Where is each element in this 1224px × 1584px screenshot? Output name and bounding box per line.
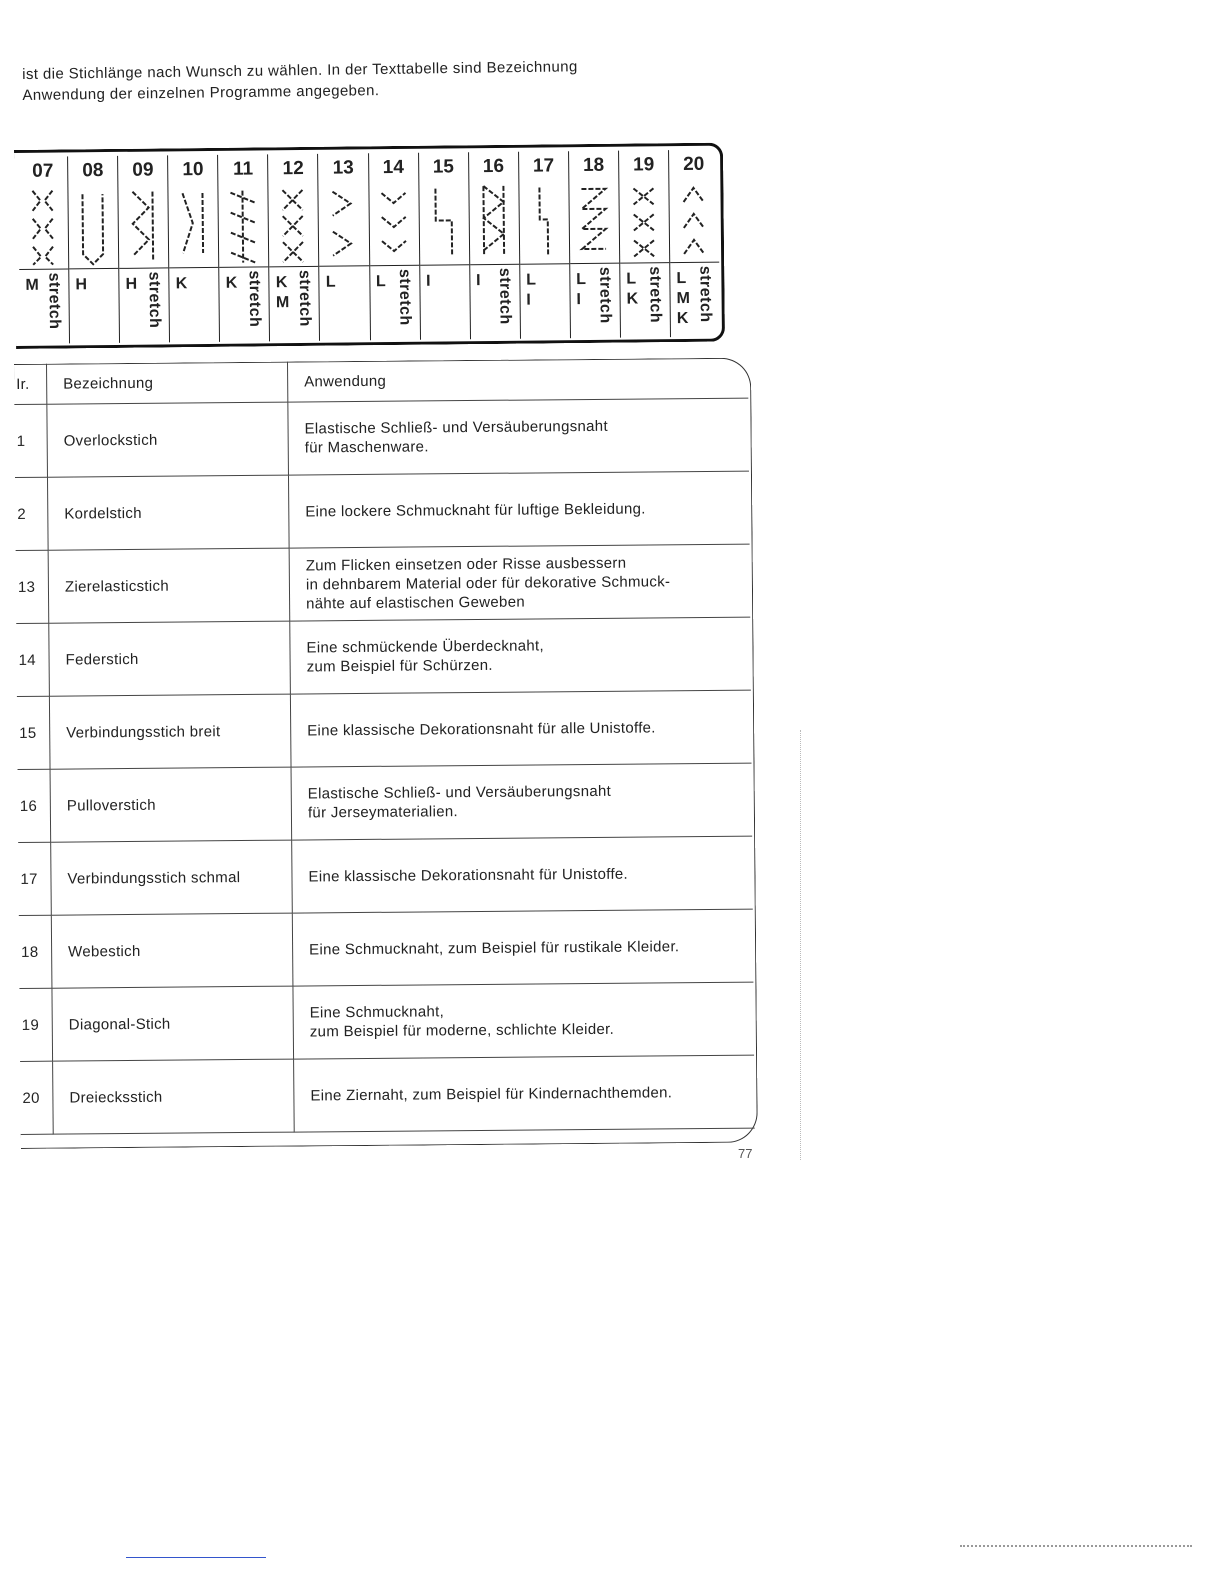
stitch-column-18 [569,151,621,339]
setting-letter: K [275,274,288,292]
stitch-usage: Elastische Schließ- und Versäuberungsnaht für Maschenware. [288,398,749,475]
stretch-label: stretch [696,265,714,323]
stretch-label: stretch [145,271,164,329]
stitch-usage: Eine schmückende Überdecknaht, zum Beispiel für Schürzen. [290,617,751,694]
stitch-usage: Eine Schmucknaht, zum Beispiel für rustikale Kleider. [292,909,753,986]
row-number: 19 [19,988,52,1061]
table-row [19,982,754,1061]
table-row [14,398,749,477]
column-divider [570,263,619,265]
diagonal-pattern-icon [627,178,660,260]
cross-pattern-icon [277,182,310,264]
header-bezeichnung: Bezeichnung [46,362,287,405]
page-number: 77 [738,1146,753,1161]
stitch-name: Overlockstich [47,402,289,477]
table-row [20,1055,755,1134]
intro-line-1: ist die Stichlänge nach Wunsch zu wählen. In der Texttabelle sind Bezeichnung [22,58,578,83]
setting-letters [526,271,536,311]
table-row [18,836,753,915]
column-divider [270,266,319,268]
stitch-column-16 [469,152,521,340]
setting-letter: I [476,272,481,290]
row-number: 2 [15,477,48,550]
column-divider [169,267,218,269]
bottom-rule-left [126,1557,266,1558]
stitch-usage: Eine Ziernaht, zum Beispiel für Kindernachthemden. [294,1055,755,1132]
setting-letters [326,273,336,293]
stitch-name: Kordelstich [47,475,289,550]
column-divider [520,263,569,265]
header-anwendung: Anwendung [287,358,748,403]
setting-letter: K [676,309,689,328]
setting-letters [276,273,290,313]
setting-letters [376,272,386,292]
stitch-number: 11 [232,158,254,180]
stitch-column-11 [218,154,270,342]
stretch-label: stretch [245,270,264,328]
stretch-label: stretch [395,268,414,326]
setting-letter: L [576,271,587,289]
setting-letter: I [425,272,431,290]
stitch-number: 19 [632,154,655,176]
setting-letters [75,275,87,295]
setting-letter: L [676,269,687,288]
stretch-label: stretch [45,272,63,330]
stitch-number: 14 [382,156,404,179]
row-number: 20 [20,1061,53,1134]
stretch-label: stretch [496,267,514,325]
row-number: 17 [18,842,51,915]
table-row [18,763,753,842]
stretch-label: stretch [596,266,614,324]
setting-letter: L [325,273,336,291]
setting-letter: I [526,291,531,309]
row-number: 16 [18,769,51,842]
setting-letters [125,275,137,295]
setting-letter: K [626,290,639,308]
cord-pattern-icon [76,184,109,266]
setting-letters [576,270,586,310]
setting-letter: H [75,276,88,294]
setting-letters [176,274,188,294]
column-divider [470,264,519,266]
stitch-number: 08 [82,160,104,182]
stitch-number: 10 [182,159,204,181]
intro-line-2: Anwendung der einzelnen Programme angegeben. [22,82,380,104]
stitch-usage: Eine klassische Dekorationsnaht für alle Unistoffe. [290,690,751,767]
header-nr: Ir. [14,364,47,405]
setting-letter: L [526,271,537,289]
stitch-usage: Elastische Schließ- und Versäuberungsnaht für Jerseymaterialien. [291,763,752,840]
weave-pattern-icon [577,179,610,261]
bottom-rule-right [960,1545,1192,1547]
triangle-pattern-icon [677,178,710,260]
stitch-name: Diagonal-Stich [52,986,294,1061]
stitch-column-13 [319,153,371,341]
feather-pattern-icon [377,181,410,263]
row-number: 13 [16,550,49,623]
stretch-label: stretch [646,266,664,324]
stitch-column-17 [519,151,571,339]
table-row [15,471,750,550]
stitch-column-07 [18,156,70,344]
stitch-column-10 [168,155,220,343]
stitch-column-09 [118,155,170,343]
arrow-pattern-icon [327,181,360,263]
setting-letter: M [275,294,290,312]
column-divider [670,262,719,264]
setting-letter: K [225,274,238,292]
zigzag-pattern-icon [127,183,160,265]
intro-text [22,54,723,106]
stitch-usage: Zum Flicken einsetzen oder Risse ausbessern in dehnbarem Material oder für dekorative Schmuck- nähte auf elastischen Geweben [289,544,750,621]
overlock-pattern-icon [26,185,59,267]
scan-edge-mark [800,730,805,1160]
stitch-chart-panel [14,143,725,349]
stitch-column-15 [419,152,471,340]
row-number: 1 [14,404,47,477]
pullover-pattern-icon [477,180,510,262]
setting-letters [426,272,431,292]
stitch-number: 20 [683,153,705,175]
table-header-row [14,358,748,405]
column-divider [119,267,168,269]
stitch-table [14,358,755,1135]
table-row [16,617,751,696]
stitch-number: 16 [482,155,505,178]
row-number: 14 [16,623,49,696]
setting-letter: I [576,291,581,309]
stitch-column-08 [68,156,120,344]
setting-letter: M [676,289,691,308]
feather-pattern-icon [227,182,260,264]
stitch-number: 15 [432,156,455,178]
stitch-column-19 [619,150,671,338]
column-divider [320,265,369,267]
column-divider [19,268,68,270]
elastic-pattern-icon [177,183,210,265]
row-number: 18 [19,915,52,988]
setting-letter: K [175,275,188,293]
stitch-number: 07 [32,160,54,182]
row-number: 15 [17,696,50,769]
setting-letters [676,269,690,329]
stitch-column-20 [669,150,720,338]
stitch-name: Zierelasticstich [48,548,290,623]
column-divider [69,268,118,270]
stitch-name: Federstich [49,621,291,696]
setting-letter: M [25,276,39,294]
table-body [14,398,754,1134]
setting-letters [626,269,638,309]
table-row [19,909,754,988]
stitch-number: 12 [282,157,304,180]
setting-letters [226,274,238,294]
stitch-number: 18 [582,154,605,177]
stitch-name: Pulloverstich [50,767,292,842]
column-divider [420,264,469,266]
stitch-name: Verbindungsstich breit [49,694,291,769]
stitch-name: Verbindungsstich schmal [51,840,293,915]
setting-letter: L [626,270,637,288]
stitch-column-14 [369,153,421,341]
stitch-column-12 [268,154,320,342]
column-divider [620,262,669,264]
setting-letters [25,276,39,296]
setting-letters [476,271,481,291]
table-row [16,544,751,623]
column-divider [220,266,269,268]
stitch-number: 17 [532,155,555,177]
setting-letter: L [375,273,386,291]
stitch-number: 13 [332,157,354,179]
column-divider [370,265,419,267]
stitch-usage: Eine lockere Schmucknaht für luftige Bekleidung. [288,471,749,548]
stitch-chart-columns [18,150,720,344]
setting-letter: H [125,275,138,293]
connector-pattern-icon [427,180,460,262]
stretch-label: stretch [295,269,314,327]
connector-pattern-icon [527,179,560,261]
stitch-name: Dreiecksstich [53,1059,295,1134]
stitch-usage: Eine Schmucknaht, zum Beispiel für moderne, schlichte Kleider. [293,982,754,1059]
stitch-usage: Eine klassische Dekorationsnaht für Unistoffe. [292,836,753,913]
table-row [17,690,752,769]
stitch-number: 09 [132,159,154,181]
stitch-name: Webestich [51,913,293,988]
